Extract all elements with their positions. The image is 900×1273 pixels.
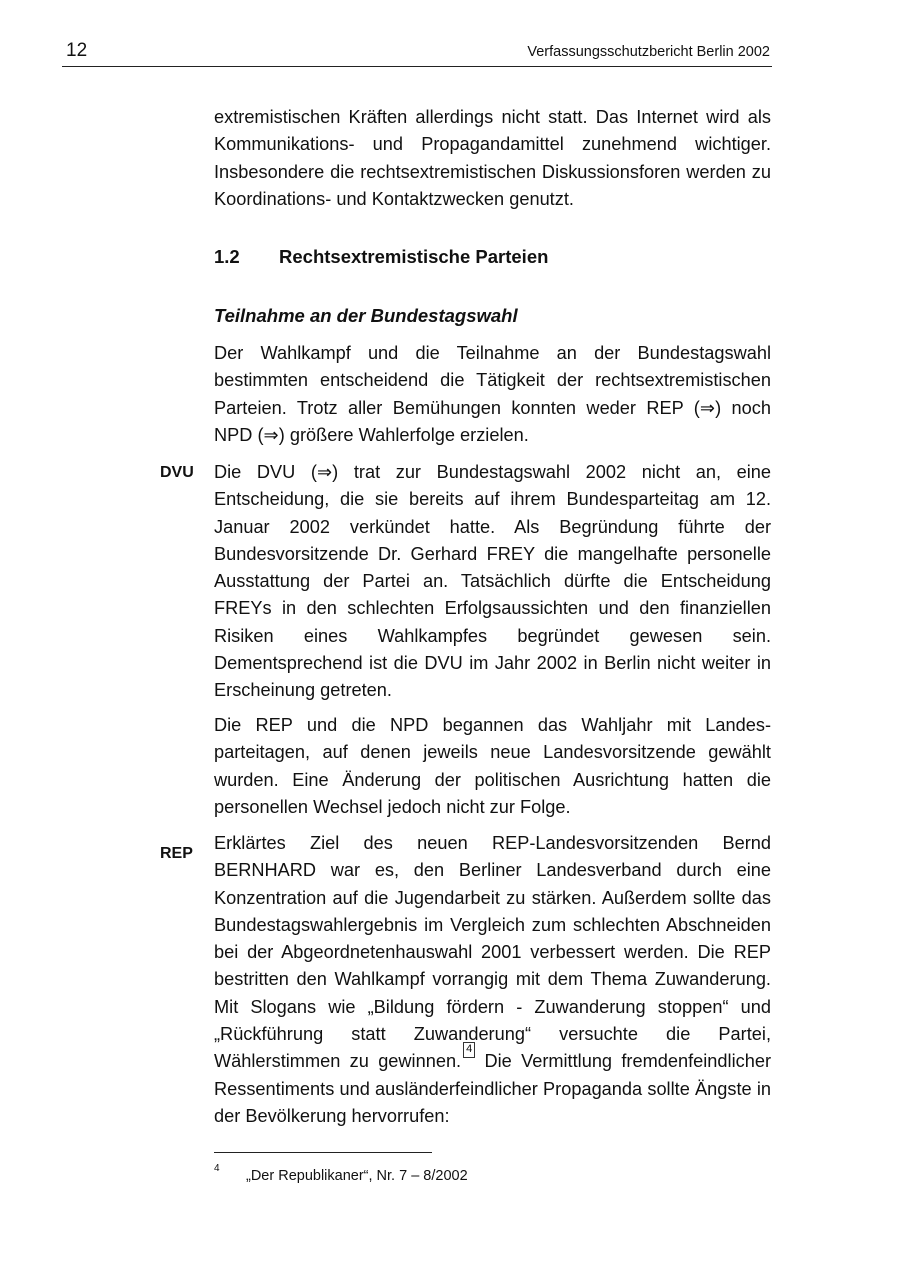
margin-label-rep: REP bbox=[160, 845, 193, 862]
intro-paragraph: extremistischen Kräften allerdings nicht statt. Das Internet wird als Kommunikations- und Propagandamittel zunehmend wichtiger. Insbesondere die rechtsextremistischen Diskussionsforen werden zu Koordinations- und Kontaktzwecken genutzt. bbox=[214, 107, 771, 209]
paragraph-block-dvu bbox=[214, 459, 771, 705]
section-heading bbox=[214, 246, 548, 268]
paragraph-3: Die REP und die NPD begannen das Wahljahr mit Landesparteitagen, auf denen jeweils neue Landesvorsitzende gewählt wurden. Eine Änderung der politischen Ausrichtung hatten die personellen Wechsel jedoch nicht zur Folge. bbox=[214, 715, 771, 817]
footnote-text: „Der Republikaner“, Nr. 7 – 8/2002 bbox=[246, 1168, 468, 1184]
running-title: Verfassungsschutzbericht Berlin 2002 bbox=[527, 44, 770, 60]
footnote-reference[interactable]: 4 bbox=[463, 1042, 475, 1058]
paragraph-1: Der Wahlkampf und die Teilnahme an der Bundestagswahl bestimmten entscheidend die Tätigkeit der rechtsextremistischen Parteien. Trotz aller Bemühungen konnten weder REP (⇒) noch NPD (⇒) größere Wahlerfolge erzielen. bbox=[214, 343, 771, 445]
page-number: 12 bbox=[66, 40, 88, 61]
margin-label-dvu: DVU bbox=[160, 464, 194, 481]
section-number: 1.2 bbox=[214, 246, 240, 267]
paragraph-rep bbox=[214, 830, 771, 1130]
paragraph-rep-text: Erklärtes Ziel des neuen REP-Landesvorsitzenden Bernd BERNHARD war es, den Berliner Landesverband durch eine Konzentration auf die Jugendarbeit zu stärken. Außerdem sollte das Bundestagswahlergebnis im Vergleich zum schlechten Abschneiden bei der Abgeordnetenhauswahl 2001 verbessert werden. Die REP bestritten den Wahlkampf vorrangig mit dem Thema Zuwanderung. Mit Slogans wie „Bildung fördern - Zuwanderung stoppen“ und „Rückführung statt Zuwanderung“ versuchte die Partei, Wählerstimmen zu gewinnen. bbox=[214, 833, 771, 1072]
page-header bbox=[62, 38, 772, 67]
section-title: Rechtsextremistische Parteien bbox=[279, 246, 549, 267]
paragraph-dvu: Die DVU (⇒) trat zur Bundestagswahl 2002 nicht an, eine Entscheidung, die sie bereits auf ihrem Bundesparteitag am 12. Januar 2002 verkündet hatte. Als Begründung führte der Bundesvorsitzende Dr. Gerhard FREY die mangelhafte personelle Ausstattung der Partei an. Tatsächlich dürfte die Entscheidung FREYs in den schlechten Erfolgsaussichten und den finanziellen Risiken eines Wahlkampfes begründet gewesen sein. Dementsprechend ist die DVU im Jahr 2002 in Berlin nicht weiter in Erscheinung getreten. bbox=[214, 462, 771, 701]
subsection-heading: Teilnahme an der Bundestagswahl bbox=[214, 305, 518, 326]
intro-block bbox=[214, 104, 771, 213]
footnote-number: 4 bbox=[214, 1163, 220, 1174]
paragraph-rep-continuation: Die Vermittlung fremdenfeindlicher Ressentiments und ausländerfeindlicher Propaganda sollte Ängste in der Bevölkerung hervorrufen: bbox=[214, 1051, 772, 1126]
paragraph-block-3 bbox=[214, 712, 771, 821]
paragraph-block-1 bbox=[214, 340, 771, 449]
paragraph-block-rep bbox=[214, 830, 771, 1130]
footnote-separator bbox=[214, 1152, 432, 1153]
